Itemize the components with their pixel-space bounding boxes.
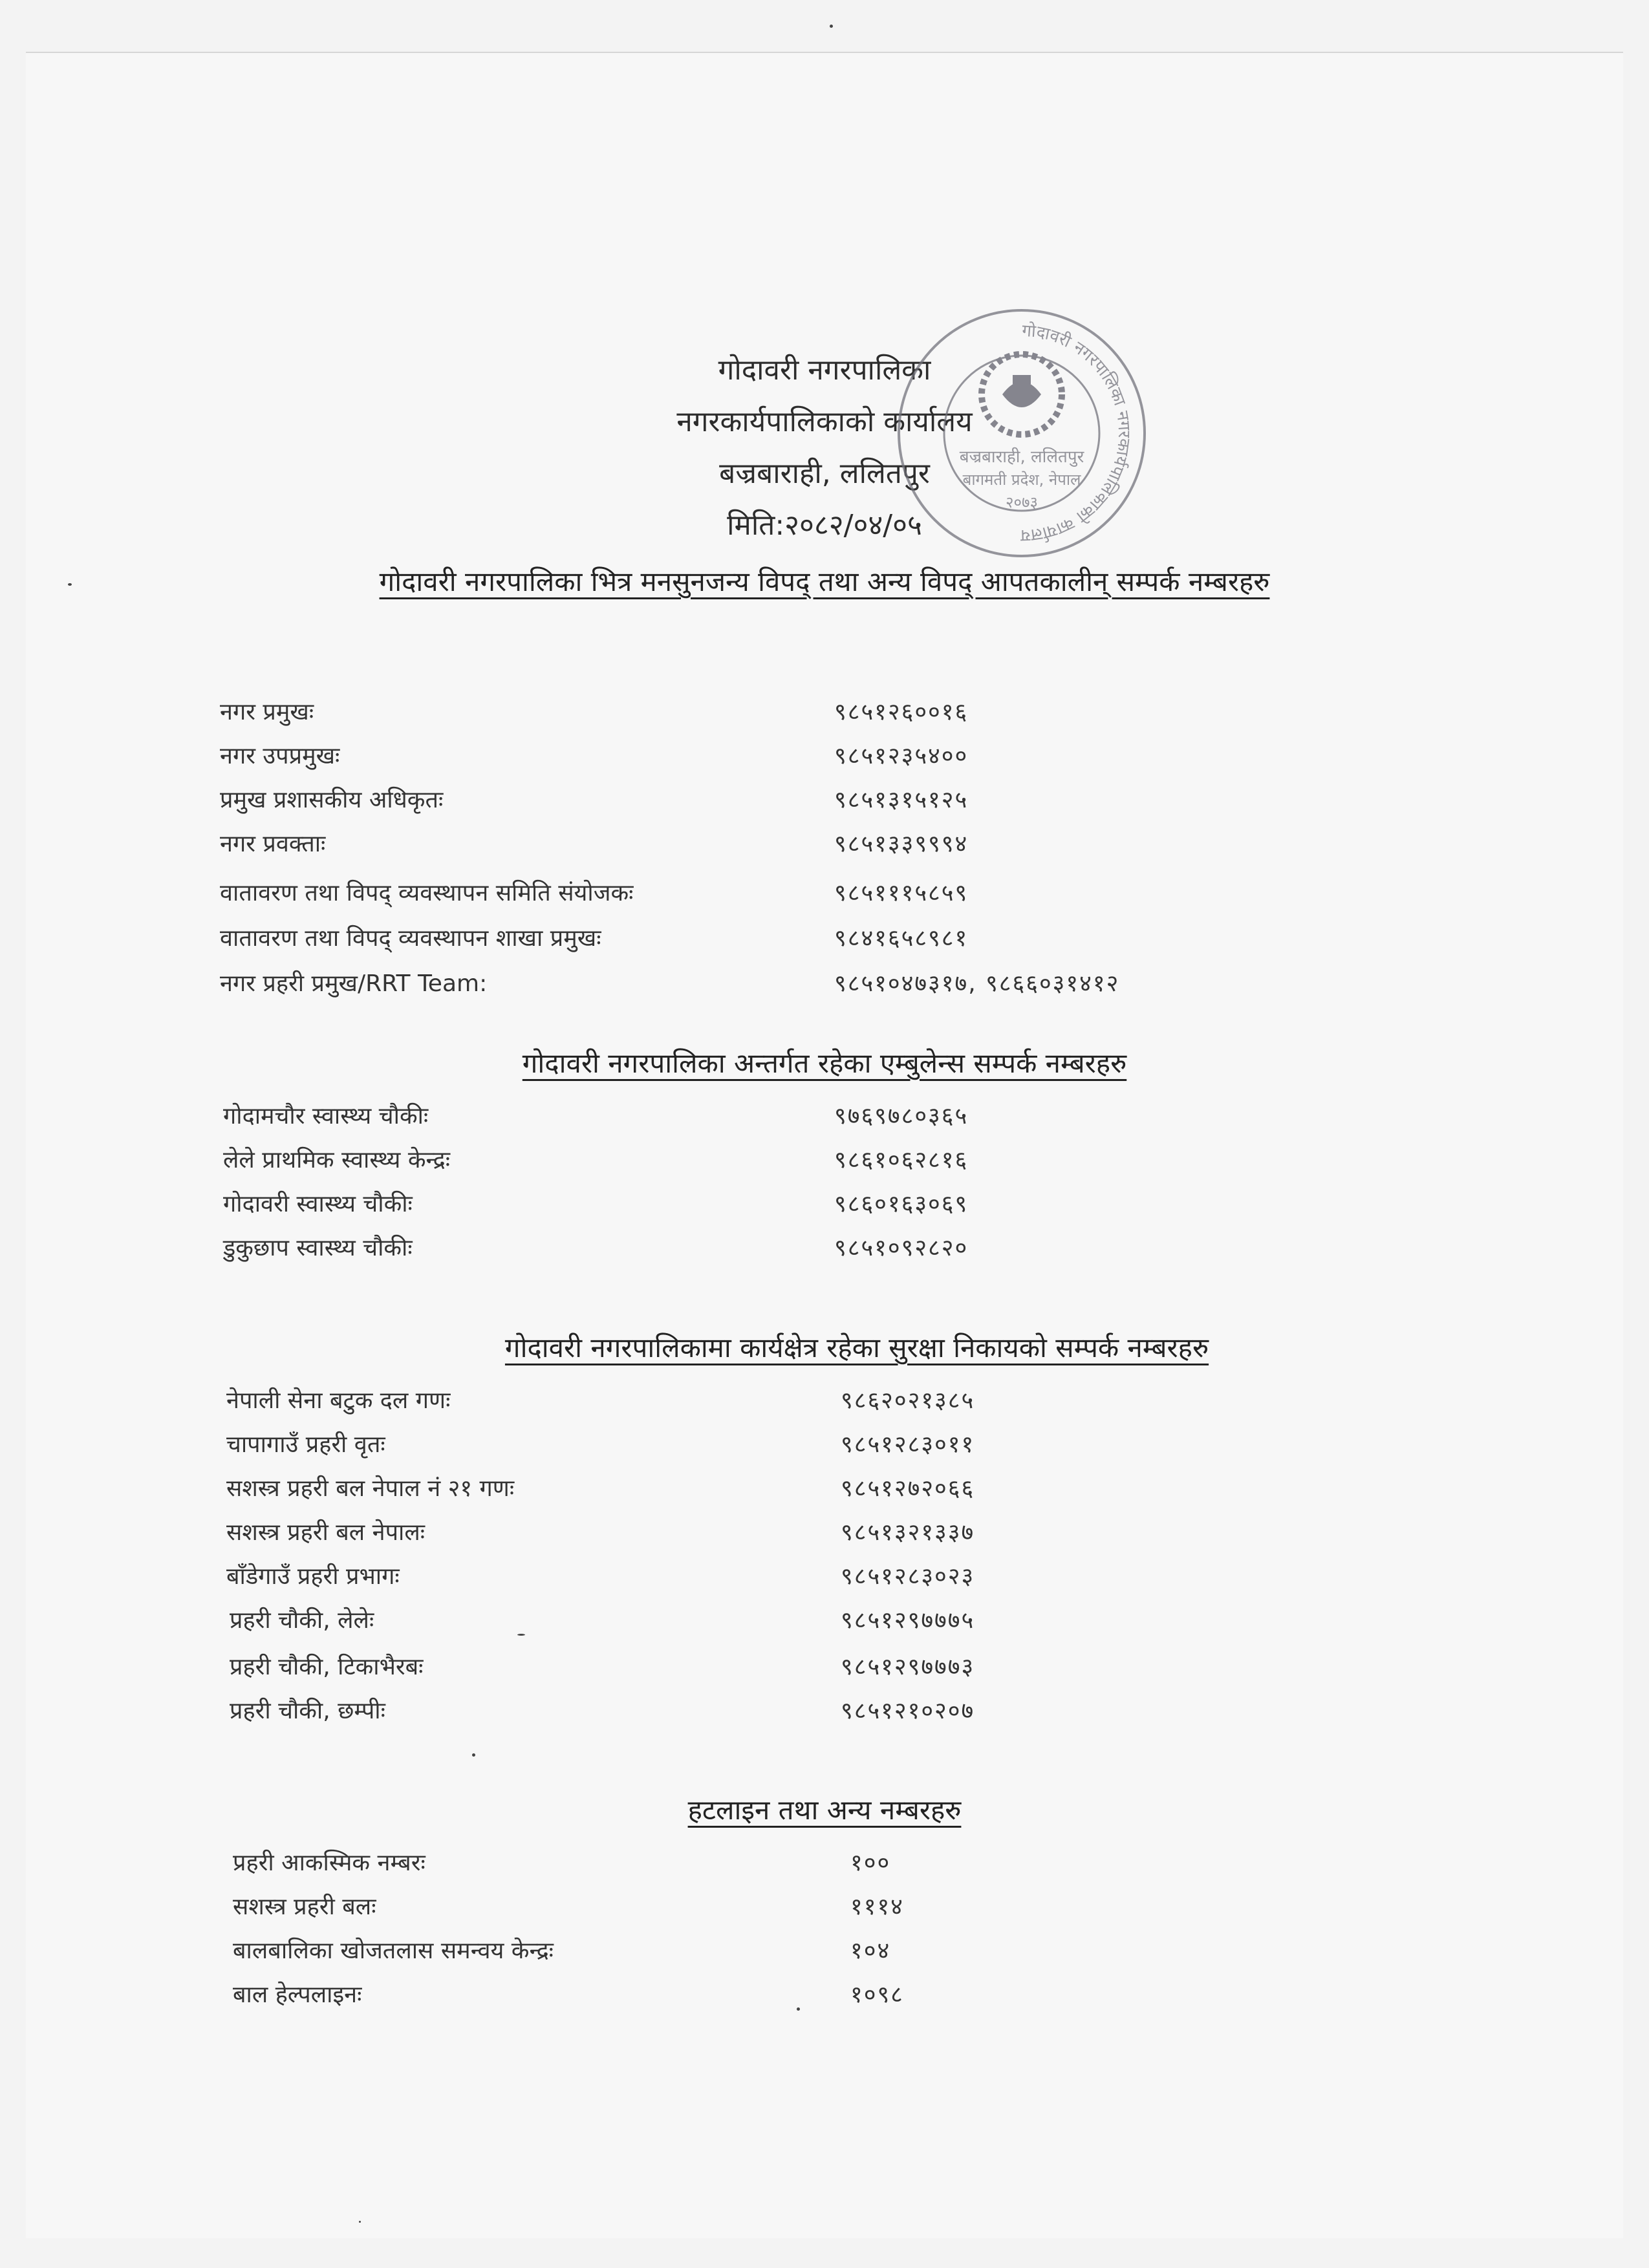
contact-row: [220, 876, 1319, 912]
contact-number: १००: [850, 1850, 891, 1876]
contact-label: प्रहरी चौकी, लेलेः: [230, 1607, 374, 1634]
stamp-ring-text: गोदावरी नगरपालिका नगरकार्यपालिकाको कार्यालय: [1020, 321, 1134, 546]
contact-row: [226, 1471, 1326, 1508]
contact-row: [230, 1650, 1329, 1686]
contact-label: प्रहरी चौकी, छम्पीः: [230, 1698, 385, 1724]
contact-number: ९८६२०२१३८५: [841, 1387, 975, 1414]
scan-speck: [472, 1753, 475, 1757]
contact-label: प्रहरी आकस्मिक नम्बरः: [233, 1850, 426, 1876]
contact-number: ९८५१२८३०११: [841, 1431, 975, 1458]
contact-label: नेपाली सेना बटुक दल गणः: [226, 1387, 451, 1414]
contact-row: [233, 1890, 1267, 1926]
contact-label: बाँडेगाउँ प्रहरी प्रभागः: [226, 1563, 400, 1590]
contact-number: ९८५१२९७७७३: [841, 1654, 975, 1680]
contact-number: ९८५१३३९९९४: [834, 831, 969, 857]
contact-label: लेले प्राथमिक स्वास्थ्य केन्द्रः: [223, 1147, 451, 1173]
contact-label: सशस्त्र प्रहरी बल नेपालः: [226, 1519, 426, 1546]
contact-number: ९८५१२६००१६: [834, 699, 969, 725]
scan-speck: [797, 2007, 800, 2011]
contact-number: ९८६१०६२८१६: [834, 1147, 969, 1173]
contact-row: [223, 1231, 1322, 1267]
contact-number: ९८५१२३५४००: [834, 743, 969, 769]
contact-row: [226, 1559, 1326, 1596]
contact-number: ९८५१०४७३१७, ९८६६०३१४१२: [834, 970, 1120, 997]
contact-label: नगर उपप्रमुखः: [220, 743, 340, 769]
contact-number: ९८५१२९७७७५: [841, 1607, 975, 1634]
contact-row: [233, 1934, 1267, 1970]
contact-row: [230, 1694, 1329, 1730]
contact-number: ९८५१२८३०२३: [841, 1563, 975, 1590]
section-title-security-contacts: गोदावरी नगरपालिकामा कार्यक्षेत्र रहेका सुरक्षा निकायको सम्पर्क नम्बरहरु: [504, 1332, 1209, 1364]
contact-row: [220, 921, 1319, 957]
contact-number: ९८५१२१०२०७: [841, 1698, 975, 1724]
contact-label: डुकुछाप स्वास्थ्य चौकीः: [223, 1235, 413, 1261]
contact-label: नगर प्रमुखः: [220, 699, 314, 725]
contact-label: नगर प्रवक्ताः: [220, 831, 326, 857]
contact-label: बालबालिका खोजतलास समन्वय केन्द्रः: [233, 1938, 554, 1964]
contact-label: वातावरण तथा विपद् व्यवस्थापन शाखा प्रमुखः: [220, 925, 601, 952]
office-address: बज्रबाराही, ललितपुर: [719, 457, 930, 490]
section-title-disaster-contacts: गोदावरी नगरपालिका भित्र मनसुनजन्य विपद् तथा अन्य विपद् आपतकालीन् सम्पर्क नम्बरहरु: [379, 566, 1270, 597]
contact-number: ९७६९७८०३६५: [834, 1103, 969, 1129]
stamp-year: २०७३: [1006, 493, 1038, 511]
contact-number: ९८४१६५८९८१: [834, 925, 969, 952]
contact-label: प्रहरी चौकी, टिकाभैरबः: [230, 1654, 424, 1680]
contact-number: १०४: [850, 1938, 891, 1964]
section-title-hotline-numbers: हटलाइन तथा अन्य नम्बरहरु: [687, 1794, 962, 1826]
stamp-line2: बागमती प्रदेश, नेपाल: [962, 471, 1081, 489]
contact-row: [223, 1099, 1322, 1135]
stamp-line1: बज्रबाराही, ललितपुर: [959, 447, 1084, 467]
office-name: नगरकार्यपालिकाको कार्यालय: [676, 405, 973, 438]
contact-row: [223, 1187, 1322, 1223]
contact-label: बाल हेल्पलाइनः: [233, 1982, 362, 2008]
contact-label: नगर प्रहरी प्रमुख/RRT Team:: [220, 970, 488, 997]
org-name: गोदावरी नगरपालिका: [718, 354, 931, 387]
contact-row: [220, 695, 1319, 731]
contact-number: ९८५१११५८५९: [834, 880, 969, 906]
contact-row: [226, 1515, 1326, 1552]
emblem-icon: [982, 354, 1062, 434]
contact-number: ९८५१३२१३३७: [841, 1519, 975, 1546]
contact-number: ९८५१३१५१२५: [834, 787, 969, 813]
office-stamp: [886, 297, 1158, 569]
scan-speck: [830, 25, 833, 28]
contact-row: [233, 1846, 1267, 1882]
contact-row: [220, 739, 1319, 775]
document-date: मिति:२०८२/०४/०५: [727, 509, 922, 542]
contact-number: ९८५१२७२०६६: [841, 1475, 975, 1502]
contact-label: सशस्त्र प्रहरी बलः: [233, 1894, 376, 1920]
contact-label: प्रमुख प्रशासकीय अधिकृतः: [220, 787, 444, 813]
contact-row: [223, 1143, 1322, 1179]
scan-speck: [68, 583, 72, 586]
contact-number: ९८५१०९२८२०: [834, 1235, 969, 1261]
contact-label: सशस्त्र प्रहरी बल नेपाल नं २१ गणः: [226, 1475, 515, 1502]
contact-number: १११४: [850, 1894, 904, 1920]
contact-row: [226, 1384, 1326, 1420]
contact-label: चापागाउँ प्रहरी वृतः: [226, 1431, 385, 1458]
contact-row: [233, 1978, 1267, 2014]
section-title-ambulance-contacts: गोदावरी नगरपालिका अन्तर्गत रहेका एम्बुलेन्स सम्पर्क नम्बरहरु: [522, 1047, 1127, 1079]
contact-label: वातावरण तथा विपद् व्यवस्थापन समिति संयोजकः: [220, 880, 634, 906]
scan-speck: [517, 1634, 525, 1636]
scan-speck: [359, 2221, 361, 2223]
contact-number: १०९८: [850, 1982, 904, 2008]
contact-row: [220, 783, 1319, 819]
contact-label: गोदावरी स्वास्थ्य चौकीः: [223, 1191, 413, 1217]
contact-label: गोदामचौर स्वास्थ्य चौकीः: [223, 1103, 429, 1129]
contact-row: [220, 827, 1319, 863]
contact-row: [226, 1428, 1326, 1464]
contact-row: [220, 967, 1319, 1003]
contact-number: ९८६०१६३०६९: [834, 1191, 969, 1217]
contact-row: [230, 1603, 1329, 1640]
